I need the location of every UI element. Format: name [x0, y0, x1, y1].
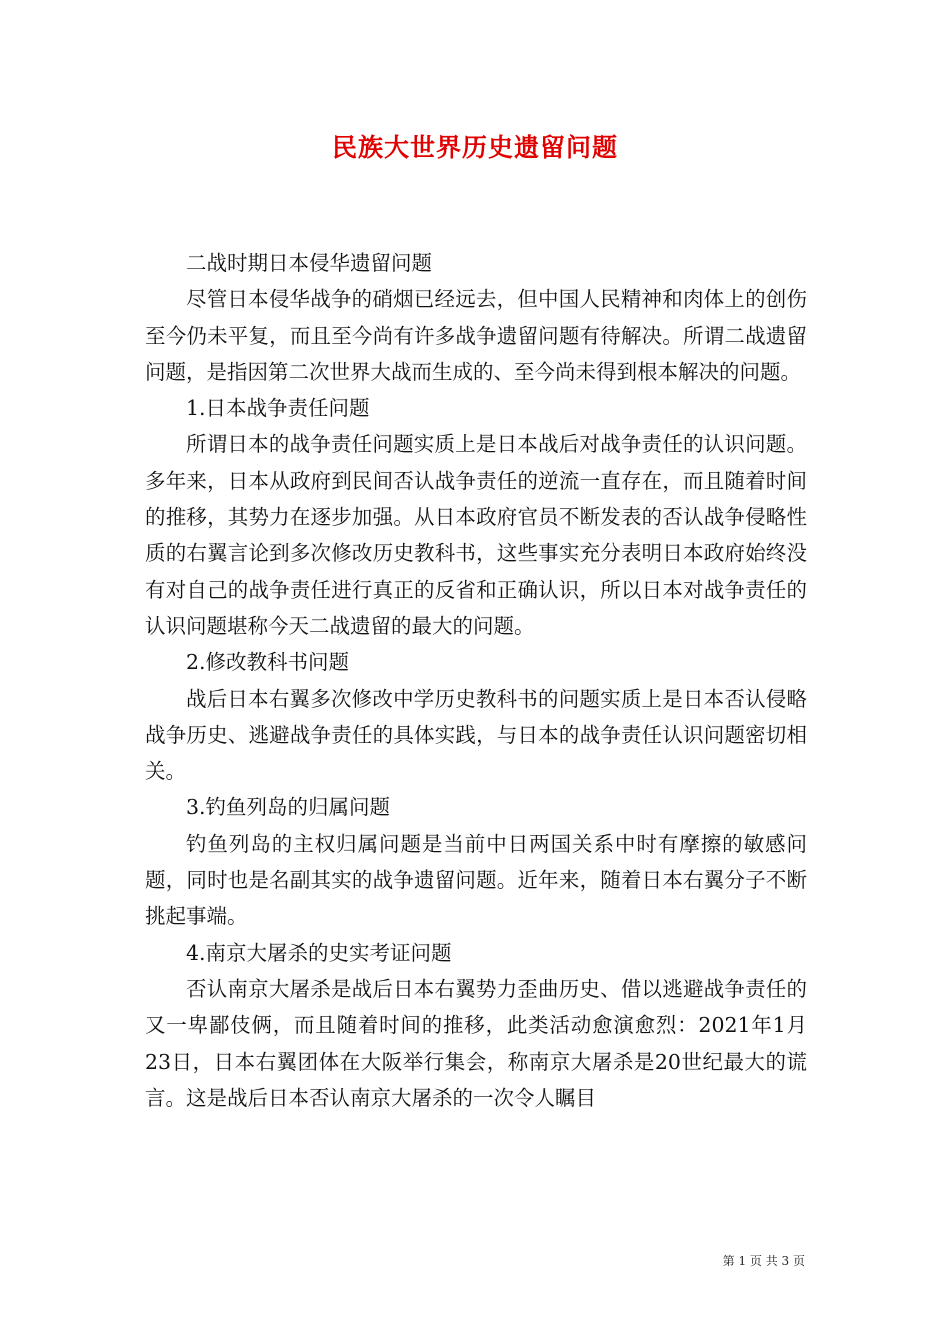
paragraph: 战后日本右翼多次修改中学历史教科书的问题实质上是日本否认侵略战争历史、逃避战争责任的具体实践，与日本的战争责任认识问题密切相关。: [145, 686, 807, 784]
section-heading: 4.南京大屠杀的史实考证问题: [186, 940, 452, 965]
paragraph: 否认南京大屠杀是战后日本右翼势力歪曲历史、借以逃避战争责任的又一卑鄙伎俩，而且随着时间的推移，此类活动愈演愈烈：2021年1月23日，日本右翼团体在大阪举行集会，称南京大屠杀是20世纪最大的谎言。这是战后日本否认南京大屠杀的一次令人瞩目: [145, 976, 807, 1110]
section-heading: 1.日本战争责任问题: [186, 396, 370, 421]
page-number: 第 1 页 共 3 页: [722, 1254, 805, 1268]
section-heading: 二战时期日本侵华遗留问题: [186, 251, 432, 275]
section-heading: 3.钓鱼列岛的归属问题: [186, 795, 391, 820]
paragraph: 尽管日本侵华战争的硝烟已经远去，但中国人民精神和肉体上的创伤至今仍未平复，而且至今尚有许多战争遗留问题有待解决。所谓二战遗留问题，是指因第二次世界大战而生成的、至今尚未得到根本解决的问题。: [145, 287, 807, 384]
section-heading: 2.修改教科书问题: [186, 650, 350, 675]
paragraph: 所谓日本的战争责任问题实质上是日本战后对战争责任的认识问题。多年来，日本从政府到民间否认战争责任的逆流一直存在，而且随着时间的推移，其势力在逐步加强。从日本政府官员不断发表的否认战争侵略性质的右翼言论到多次修改历史教科书，这些事实充分表明日本政府始终没有对自己的战争责任进行真正的反省和正确认识，所以日本对战争责任的认识问题堪称今天二战遗留的最大的问题。: [145, 432, 807, 638]
paragraph: 钓鱼列岛的主权归属问题是当前中日两国关系中时有摩擦的敏感问题，同时也是名副其实的战争遗留问题。近年来，随着日本右翼分子不断挑起事端。: [145, 831, 807, 929]
page-title: 民族大世界历史遗留问题: [331, 133, 618, 162]
document-body: [145, 245, 807, 1116]
